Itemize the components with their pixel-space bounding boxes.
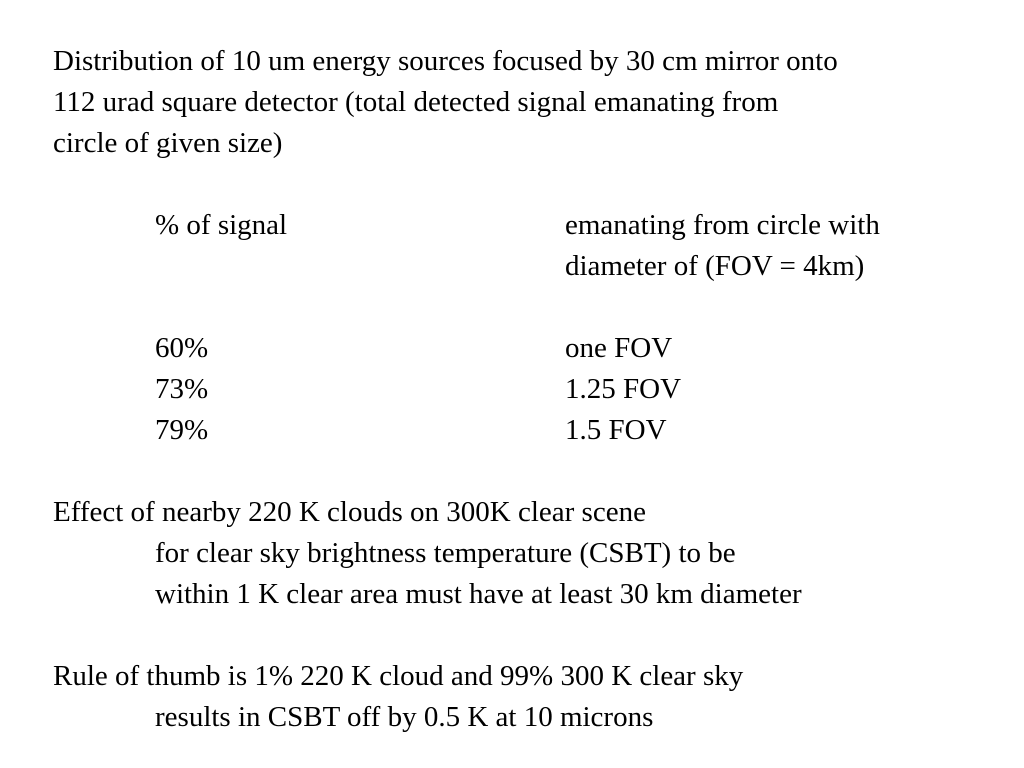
table-header-diameter-1: emanating from circle with	[565, 209, 880, 241]
rule-detail: results in CSBT off by 0.5 K at 10 microns	[155, 701, 654, 733]
row-diameter: one FOV	[565, 332, 673, 364]
effect-heading: Effect of nearby 220 K clouds on 300K clear scene	[53, 496, 646, 528]
table-header-signal: % of signal	[155, 209, 288, 241]
table-header-diameter-2: diameter of (FOV = 4km)	[565, 250, 865, 282]
row-diameter: 1.5 FOV	[565, 414, 667, 446]
rule-heading: Rule of thumb is 1% 220 K cloud and 99% 300 K clear sky	[53, 660, 744, 692]
intro-line-1: Distribution of 10 um energy sources focused by 30 cm mirror onto	[53, 45, 838, 77]
row-signal: 79%	[155, 414, 209, 446]
row-diameter: 1.25 FOV	[565, 373, 682, 405]
row-signal: 73%	[155, 373, 209, 405]
effect-detail-1: for clear sky brightness temperature (CSBT) to be	[155, 537, 736, 569]
effect-detail-2: within 1 K clear area must have at least 30 km diameter	[155, 578, 802, 610]
row-signal: 60%	[155, 332, 209, 364]
intro-line-2: 112 urad square detector (total detected signal emanating from	[53, 86, 779, 118]
intro-line-3: circle of given size)	[53, 127, 283, 159]
